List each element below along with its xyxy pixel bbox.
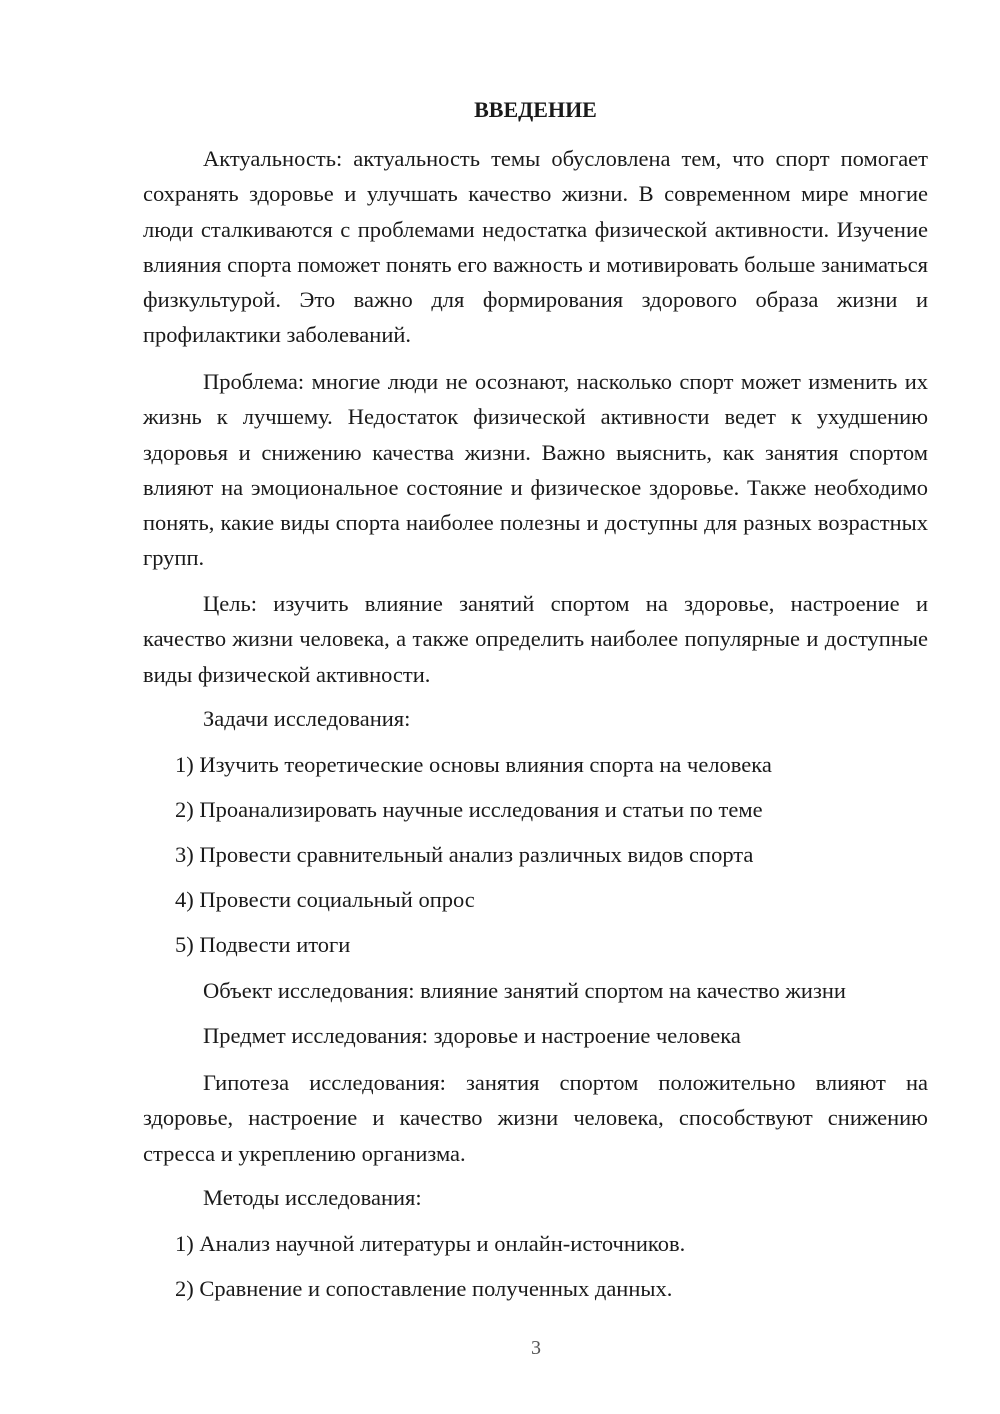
- method-item: 2) Сравнение и сопоставление полученных данных.: [175, 1276, 673, 1301]
- task-item: 1) Изучить теоретические основы влияния спорта на человека: [175, 752, 772, 777]
- task-item: 5) Подвести итоги: [175, 932, 351, 957]
- goal-paragraph: Цель: изучить влияние занятий спортом на здоровье, настроение и качество жизни человека, а также определить наиболее популярные и доступные виды физической активности.: [143, 591, 928, 687]
- research-object: Объект исследования: влияние занятий спортом на качество жизни: [203, 978, 846, 1003]
- methods-heading: Методы исследования:: [203, 1185, 422, 1210]
- relevance-paragraph: Актуальность: актуальность темы обусловлена тем, что спорт помогает сохранять здоровье и улучшать качество жизни. В современном мире многие люди сталкиваются с проблемами недостатка физической активности. Изучение влияния спорта поможет понять его важность и мотивировать больше заниматься физкультурой. Это важно для формирования здорового образа жизни и профилактики заболеваний.: [143, 146, 928, 348]
- section-title: ВВЕДЕНИЕ: [474, 97, 597, 122]
- problem-paragraph: Проблема: многие люди не осознают, насколько спорт может изменить их жизнь к лучшему. Недостаток физической активности ведет к ухудшению здоровья и снижению качества жизни. Важно выяснить, как занятия спортом влияют на эмоциональное состояние и физическое здоровье. Также необходимо понять, какие виды спорта наиболее полезны и доступны для разных возрастных групп.: [143, 369, 928, 571]
- method-item: 1) Анализ научной литературы и онлайн-источников.: [175, 1231, 686, 1256]
- task-item: 2) Проанализировать научные исследования и статьи по теме: [175, 797, 763, 822]
- hypothesis-paragraph: Гипотеза исследования: занятия спортом положительно влияют на здоровье, настроение и качество жизни человека, способствуют снижению стресса и укреплению организма.: [143, 1070, 928, 1166]
- tasks-heading: Задачи исследования:: [203, 706, 411, 731]
- research-subject: Предмет исследования: здоровье и настроение человека: [203, 1023, 741, 1048]
- page-number: 3: [531, 1337, 541, 1359]
- task-item: 4) Провести социальный опрос: [175, 887, 475, 912]
- task-item: 3) Провести сравнительный анализ различных видов спорта: [175, 842, 754, 867]
